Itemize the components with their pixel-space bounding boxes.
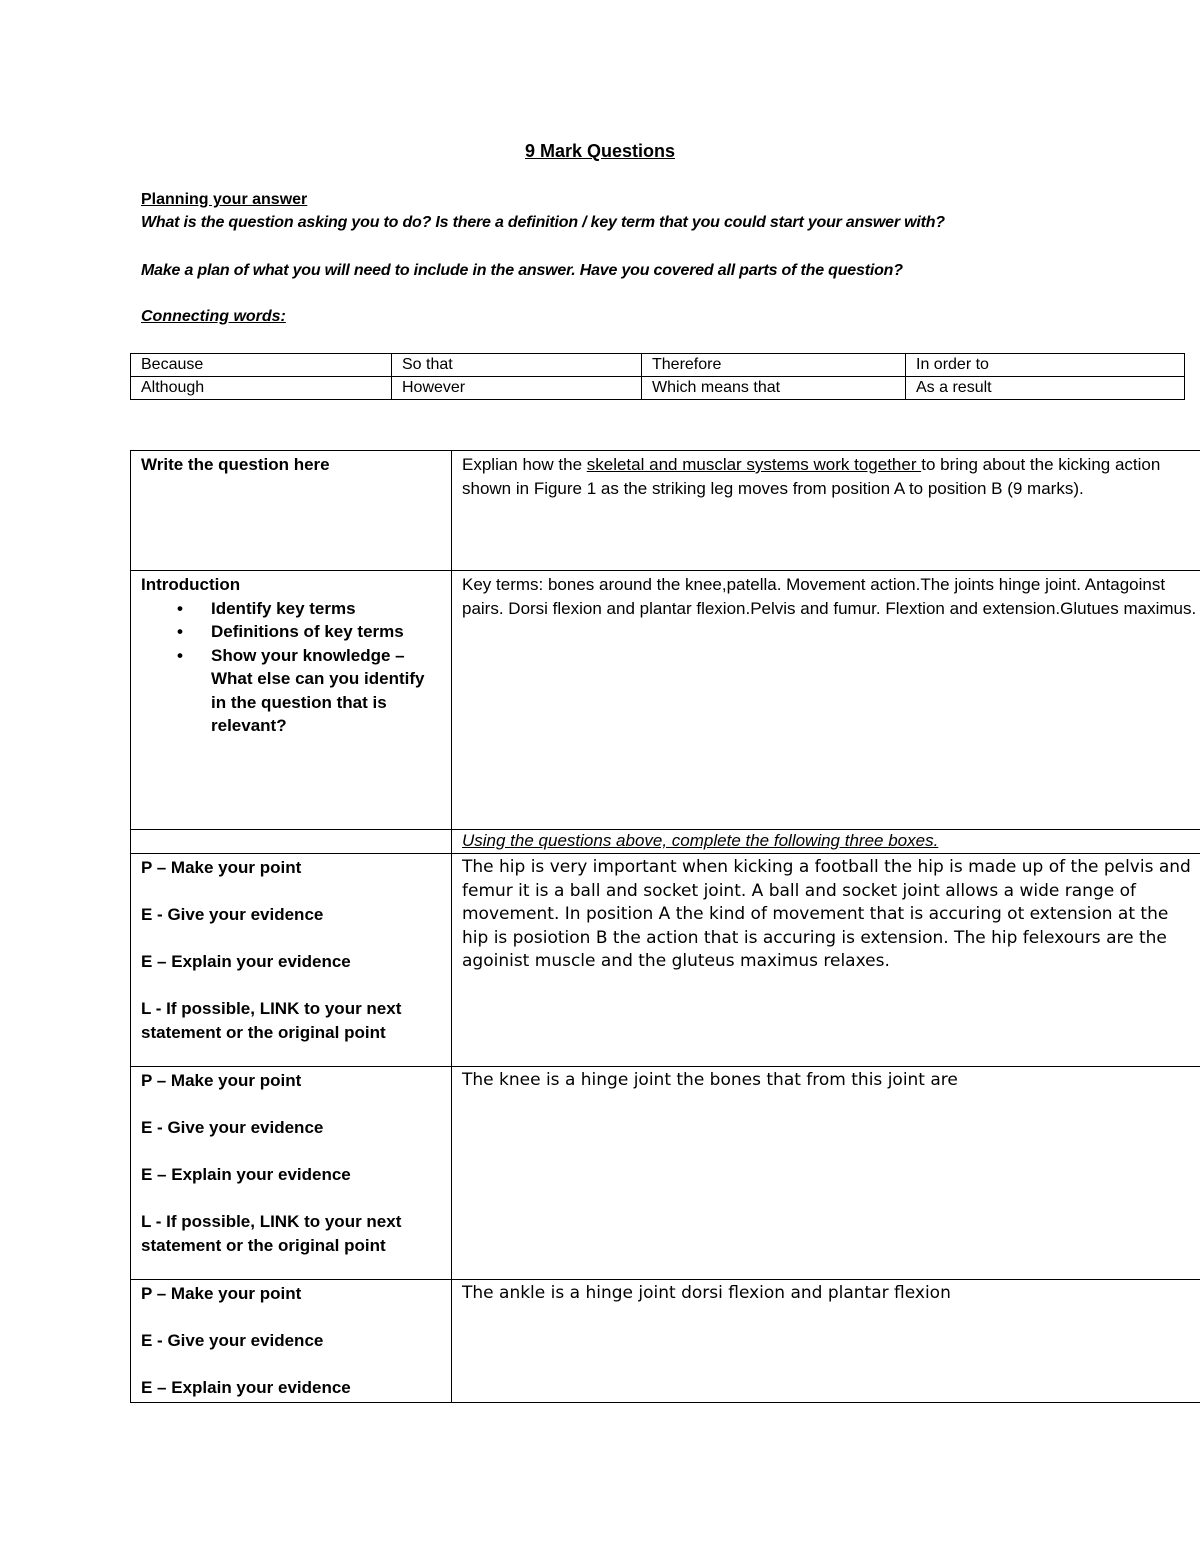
planning-heading: Planning your answer [141, 191, 308, 208]
question-underlined: skeletal and musclar systems work together [586, 455, 922, 474]
page-title: 9 Mark Questions [524, 141, 676, 161]
peel-prompts [131, 1067, 452, 1280]
question-pre: Explian how the [462, 455, 587, 474]
question-label: Write the question here [131, 451, 452, 571]
table-cell: Because [131, 354, 392, 377]
introduction-cell [131, 571, 452, 830]
answer-box-1[interactable]: The hip is very important when kicking a football the hip is made up of the pelvis and femur it is a ball and socket joint. A ball and socket joint allows a wide range of movement. In position A the kind of movement that is accuring ot extension at the hip is posiotion B the action that is accuring is extension. The hip felexours are the agoinist muscle and the gluteus maximus relaxes. [452, 854, 1200, 1067]
connecting-words-table [130, 353, 1185, 400]
introduction-bullets [141, 597, 441, 738]
question-text[interactable] [452, 451, 1200, 571]
table-cell: So that [392, 354, 642, 377]
table-row [131, 354, 1185, 377]
table-cell: Which means that [642, 377, 906, 400]
answer-plan-table [130, 450, 1200, 1403]
peel-explain: E – Explain your evidence [141, 1165, 351, 1184]
peel-link: L - If possible, LINK to your next statement or the original point [141, 1212, 402, 1255]
peel-link: L - If possible, LINK to your next statement or the original point [141, 999, 402, 1042]
peel-prompts [131, 854, 452, 1067]
peel-point: P – Make your point [141, 1284, 302, 1303]
list-item: • Identify key terms [177, 597, 441, 621]
introduction-answer[interactable]: Key terms: bones around the knee,patella. Movement action.The joints hinge joint. Antagoinst pairs. Dorsi flexion and plantar flexion.Pelvis and fumur. Flextion and extension.Glutues maximus. [452, 571, 1200, 830]
peel-point: P – Make your point [141, 1071, 302, 1090]
connecting-words-heading: Connecting words: [141, 308, 286, 325]
introduction-label: Introduction [141, 575, 241, 594]
question-row [131, 451, 1200, 571]
planning-question-1: What is the question asking you to do? Is there a definition / key term that you could start your answer with? [141, 214, 945, 231]
peel-evidence: E - Give your evidence [141, 1331, 324, 1350]
instruction-text: Using the questions above, complete the following three boxes. [452, 830, 1200, 854]
peel-row-1 [131, 854, 1200, 1067]
question-post: to bring about the kicking action shown in Figure 1 as the striking leg moves from position A to position B (9 marks). [462, 455, 1161, 498]
peel-point: P – Make your point [141, 858, 302, 877]
list-item: • Show your knowledge – What else can you identify in the question that is relevant? [177, 644, 441, 738]
introduction-row [131, 571, 1200, 830]
table-row [131, 377, 1185, 400]
peel-evidence: E - Give your evidence [141, 905, 324, 924]
list-item: • Definitions of key terms [177, 620, 441, 644]
peel-row-3 [131, 1280, 1200, 1403]
peel-evidence: E - Give your evidence [141, 1118, 324, 1137]
answer-box-2[interactable]: The knee is a hinge joint the bones that from this joint are [452, 1067, 1200, 1280]
table-cell: Therefore [642, 354, 906, 377]
table-cell: As a result [906, 377, 1185, 400]
answer-box-3[interactable]: The ankle is a hinge joint dorsi flexion and plantar flexion [452, 1280, 1200, 1403]
peel-prompts [131, 1280, 452, 1403]
peel-explain: E – Explain your evidence [141, 1378, 351, 1397]
table-cell: However [392, 377, 642, 400]
peel-explain: E – Explain your evidence [141, 952, 351, 971]
table-cell: In order to [906, 354, 1185, 377]
empty-cell [131, 830, 452, 854]
peel-row-2 [131, 1067, 1200, 1280]
table-cell: Although [131, 377, 392, 400]
instruction-row [131, 830, 1200, 854]
planning-question-2: Make a plan of what you will need to include in the answer. Have you covered all parts of the question? [141, 262, 903, 279]
